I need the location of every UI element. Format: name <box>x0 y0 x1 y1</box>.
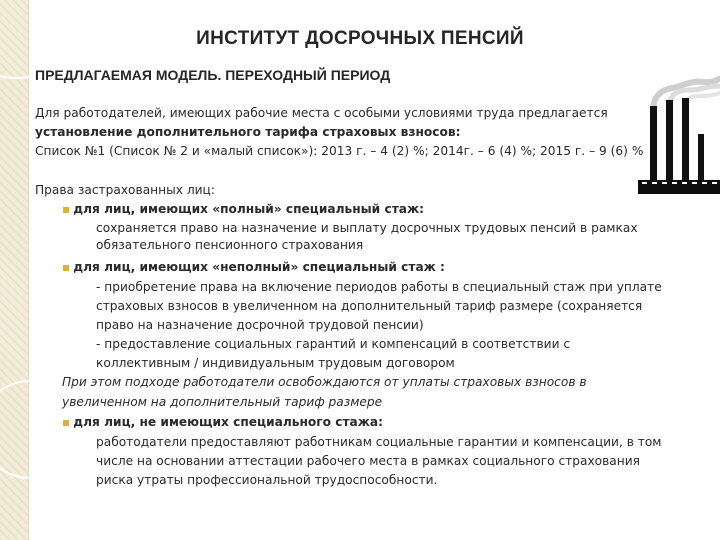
bullet-icon: ▪ <box>62 260 71 274</box>
bullet-heading: для лиц, имеющих «неполный» специальный стаж : <box>73 260 445 274</box>
item-text: страховых взносов в увеличенном на дополнительный тариф размере (сохраняется <box>96 299 643 313</box>
item-text: риска утраты профессиональной трудоспособности. <box>96 473 438 487</box>
bullet-heading: для лиц, имеющих «полный» специальный стаж: <box>73 202 424 216</box>
item-text: сохраняется право на назначение и выплату досрочных трудовых пенсий в рамках <box>96 221 638 235</box>
item-text: числе на основании аттестации рабочего места в рамках социального страхования <box>96 454 640 468</box>
item-text: - предоставление социальных гарантий и компенсаций в соответствии с <box>96 337 571 351</box>
tariff-line: Список №1 (Список № 2 и «малый список»): 2013 г. – 4 (2) %; 2014г. – 6 (4) %; 2015 г. – 9 (6) % <box>35 144 644 158</box>
factory-icon <box>638 76 720 194</box>
item-text: коллективным / индивидуальным трудовым договором <box>96 356 455 370</box>
bullet-icon: ▪ <box>62 415 71 429</box>
slide-subtitle: ПРЕДЛАГАЕМАЯ МОДЕЛЬ. ПЕРЕХОДНЫЙ ПЕРИОД <box>35 67 391 83</box>
slide-title: ИНСТИТУТ ДОСРОЧНЫХ ПЕНСИЙ <box>196 28 524 49</box>
intro-line-bold: установление дополнительного тарифа страховых взносов: <box>35 125 461 139</box>
item-text: право на назначение досрочной трудовой пенсии) <box>96 318 424 332</box>
bullet-item-partial <box>62 259 445 275</box>
item-text: обязательного пенсионного страхования <box>96 238 364 252</box>
bullet-icon: ▪ <box>62 202 71 216</box>
bullet-item-full <box>62 201 424 217</box>
note-text: увеличенном на дополнительный тариф размере <box>62 395 383 409</box>
bullet-heading: для лиц, не имеющих специального стажа: <box>73 415 383 429</box>
bullet-item-none <box>62 414 383 430</box>
item-text: - приобретение права на включение периодов работы в специальный стаж при уплате <box>96 280 662 294</box>
note-text: При этом подходе работодатели освобождаются от уплаты страховых взносов в <box>62 375 587 389</box>
rights-heading: Права застрахованных лиц: <box>35 183 215 197</box>
intro-line: Для работодателей, имеющих рабочие места с особыми условиями труда предлагается <box>35 106 608 120</box>
item-text: работодатели предоставляют работникам социальные гарантии и компенсации, в том <box>96 435 662 449</box>
